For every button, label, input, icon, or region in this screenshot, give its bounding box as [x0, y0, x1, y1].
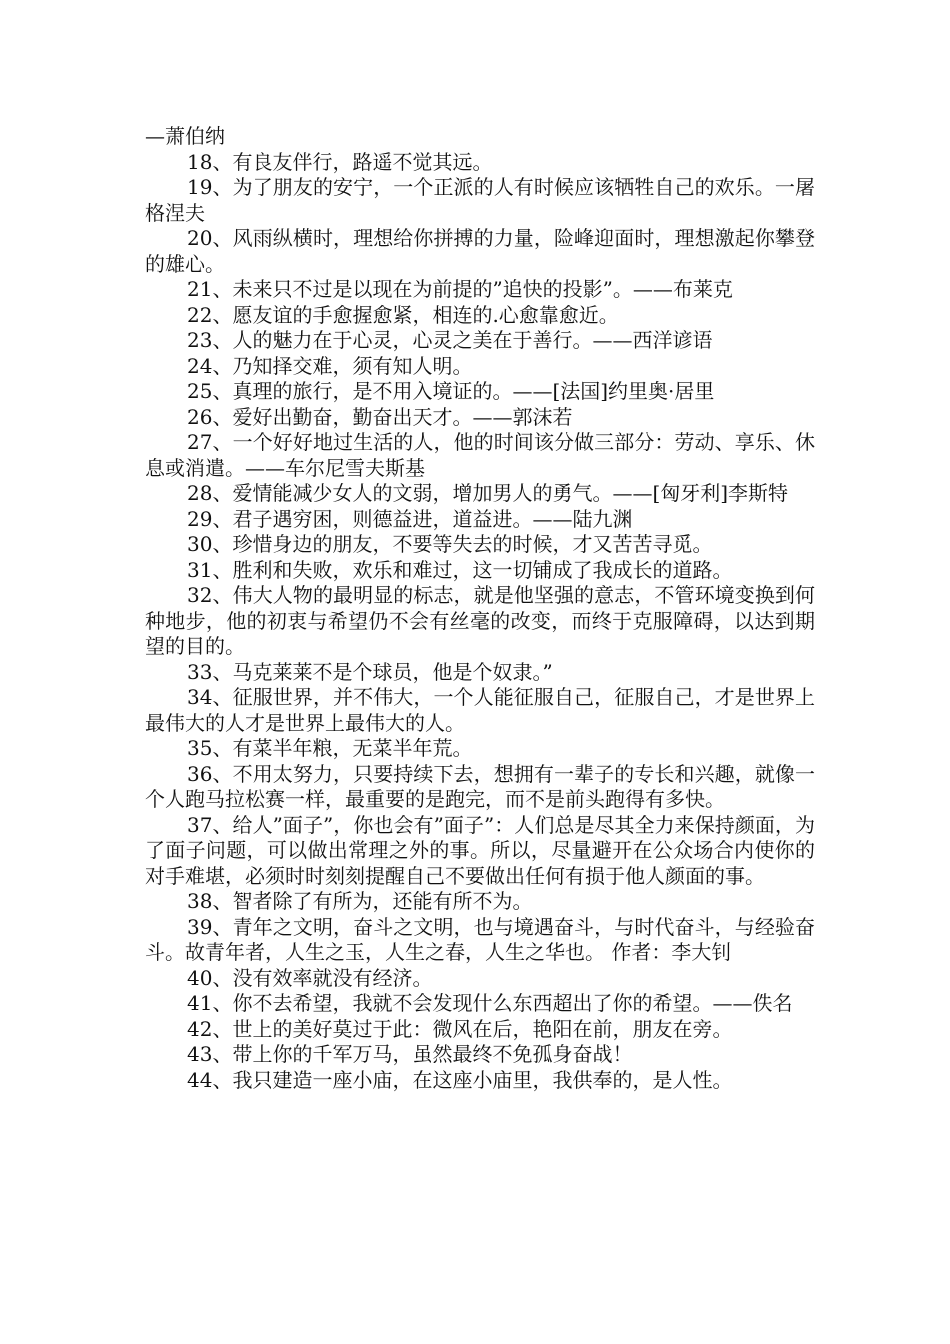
quote-35: 35、有菜半年粮，无菜半年荒。 [187, 736, 473, 760]
quote-37: 37、给人”面子”，你也会有”面子”：人们总是尽其全力来保持颜面，为了面子问题，可以做出常理之外的事。所以，尽量避开在公众场合内使你的对手难堪，必须时时刻刻提醒自己不要做出任何有损于他人颜面的事。 [145, 812, 815, 888]
quote-31: 31、胜利和失败，欢乐和难过，这一切铺成了我成长的道路。 [187, 557, 733, 582]
quote-22: 22、愿友谊的手愈握愈紧，相连的.心愈靠愈近。 [187, 302, 619, 327]
quote-24: 24、乃知择交难，须有知人明。 [187, 353, 473, 378]
quote-18: 18、有良友伴行，路遥不觉其远。 [187, 149, 493, 174]
quote-20: 20、风雨纵横时，理想给你拼搏的力量，险峰迎面时，理想激起你攀登的雄心。 [145, 226, 815, 276]
quote-27: 27、一个好好地过生活的人，他的时间该分做三部分：劳动、享乐、休息或消遣。——车尔尼雪夫斯基 [145, 430, 815, 480]
document-page [145, 124, 815, 1093]
quote-19: 19、为了朋友的安宁，一个正派的人有时候应该牺牲自己的欢乐。一屠格涅夫 [145, 175, 815, 225]
quote-21: 21、未来只不过是以现在为前提的”追快的投影”。——布莱克 [187, 277, 733, 301]
quote-23: 23、人的魅力在于心灵，心灵之美在于善行。——西洋谚语 [187, 328, 713, 352]
quote-28: 28、爱情能减少女人的文弱，增加男人的勇气。——[匈牙利]李斯特 [187, 481, 789, 505]
quote-29: 29、君子遇穷困，则德益进，道益进。——陆九渊 [187, 506, 633, 531]
quote-41: 41、你不去希望，我就不会发现什么东西超出了你的希望。——佚名 [187, 991, 793, 1015]
quote-43: 43、带上你的千军万马，虽然最终不免孤身奋战！ [187, 1042, 633, 1066]
quote-26: 26、爱好出勤奋，勤奋出天才。——郭沫若 [187, 404, 573, 429]
quote-36: 36、不用太努力，只要持续下去，想拥有一辈子的专长和兴趣，就像一个人跑马拉松赛一样，最重要的是跑完，而不是前头跑得有多快。 [145, 761, 815, 811]
quote-39: 39、青年之文明，奋斗之文明，也与境遇奋斗，与时代奋斗，与经验奋斗。故青年者，人生之玉，人生之春，人生之华也。 作者：李大钊 [145, 914, 815, 964]
quote-42: 42、世上的美好莫过于此：微风在后，艳阳在前，朋友在旁。 [187, 1016, 733, 1041]
quote-44: 44、我只建造一座小庙，在这座小庙里，我供奉的，是人性。 [187, 1067, 733, 1092]
quote-38: 38、智者除了有所为，还能有所不为。 [187, 889, 533, 913]
quote-33: 33、马克莱莱不是个球员，他是个奴隶。” [187, 659, 553, 684]
quote-32: 32、伟大人物的最明显的标志，就是他坚强的意志，不管环境变换到何种地步，他的初衷与希望仍不会有丝毫的改变，而终于克服障碍，以达到期望的目的。 [145, 583, 815, 658]
quote-40: 40、没有效率就没有经济。 [187, 965, 433, 990]
quote-25: 25、真理的旅行，是不用入境证的。——[法国]约里奥·居里 [187, 379, 715, 403]
attribution-line: —萧伯纳 [145, 124, 225, 148]
quote-30: 30、珍惜身边的朋友，不要等失去的时候，才又苦苦寻觅。 [187, 532, 713, 556]
quote-34: 34、征服世界，并不伟大，一个人能征服自己，征服自己，才是世界上最伟大的人才是世界上最伟大的人。 [145, 685, 815, 735]
